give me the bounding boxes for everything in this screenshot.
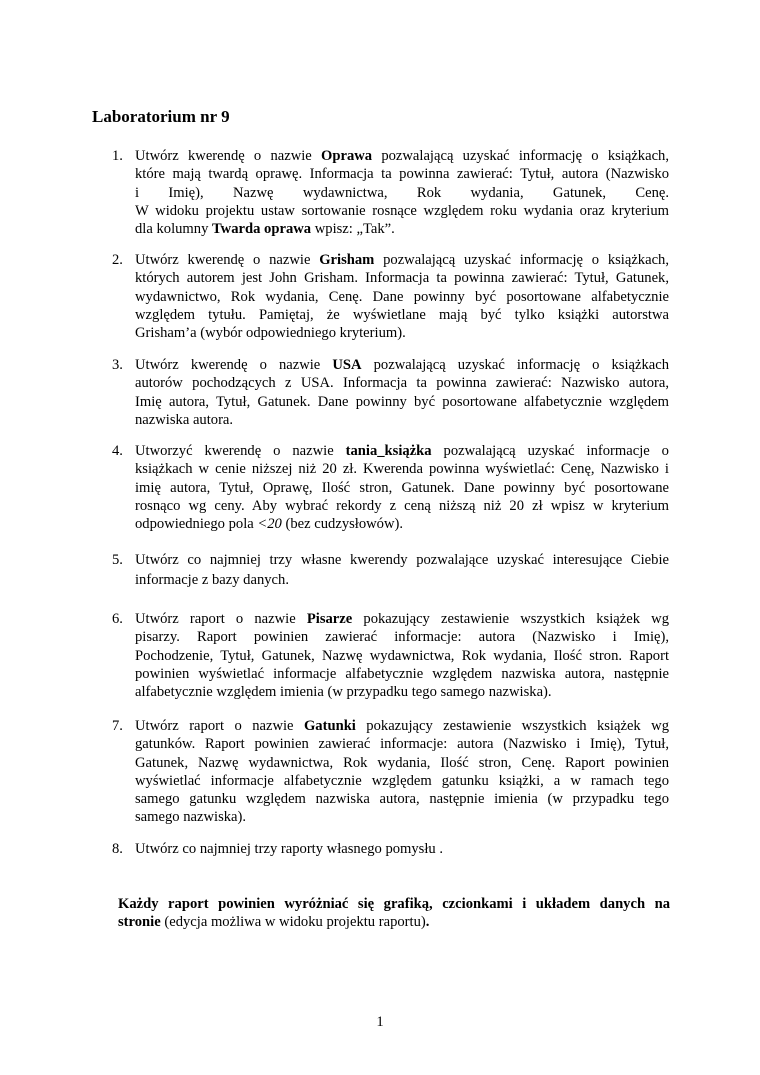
text-run: pozwalającą uzyskać informacje o [431,443,669,459]
text-run: Utwórz raport o nazwie [135,611,307,627]
item-text [135,610,669,701]
text-run: (edycja możliwa w widoku projektu raportu) [160,914,426,931]
text-run: Pisarze [306,611,353,627]
text-run: Pochodzenie, Tytuł, Gatunek, Nazwę wydawnictwa, Rok wydania, Ilość stron. Raport [135,647,669,664]
list-item [0,840,760,858]
item-number: 7. [112,718,123,734]
text-run: autorów pochodzących z USA. Informacja ta powinna zawierać: Nazwisko autora, [135,375,669,392]
text-line [135,202,669,220]
text-run: W widoku projektu ustaw sortowanie rosnące względem roku wydania oraz kryterium [135,202,669,219]
text-line [135,411,669,429]
text-run: Grisham’a (wybór odpowiedniego kryterium). [135,325,406,342]
text-line [135,628,669,646]
text-line [135,442,669,460]
text-line [135,665,669,683]
list-item [0,442,760,533]
text-line [135,460,669,478]
text-run: Każdy raport powinien wyróżniać się grafiką, czcionkami i układem danych na [118,896,670,912]
text-line [135,306,669,324]
text-run: pokazujący zestawienie wszystkich książek wg [355,718,669,734]
text-run: gatunków. Raport powinien zawierać informacje: autora (Nazwisko i Imię), Tytuł, [135,736,669,753]
item-text [135,717,669,827]
text-line [135,324,669,342]
text-line [135,251,669,269]
text-run: odpowiedniego pola [135,516,258,533]
text-line [118,913,670,931]
report-note [118,895,670,932]
text-run: pozwalającą uzyskać informację o książkach [361,357,670,373]
text-run: wpisz: „Tak”. [311,221,395,238]
text-line [135,735,669,753]
text-run: Utwórz co najmniej trzy własne kwerendy pozwalające uzyskać interesujące Ciebie [135,552,669,568]
text-line [135,356,669,374]
item-text [135,356,669,429]
item-number: 2. [112,252,123,268]
text-line [135,497,669,515]
text-line [135,147,669,165]
text-run: Oprawa [321,148,373,164]
text-run: Utwórz kwerendę o nazwie [135,148,322,164]
text-line [135,288,669,306]
text-line [135,165,669,183]
text-line [135,610,669,628]
text-line [135,647,669,665]
text-run: <20 [257,516,282,533]
text-line [135,808,669,826]
text-run: Utwórz kwerendę o nazwie [135,252,320,268]
text-run: pozwalającą uzyskać informację o książkach, [374,252,669,268]
text-run: tania_książka [345,443,432,459]
text-line [135,479,669,497]
list-item [0,356,760,429]
item-text [135,550,669,590]
text-run: które mają twardą oprawę. Informacja ta powinna zawierać: Tytuł, autora (Nazwisko [135,166,669,183]
text-line [135,393,669,411]
item-text [135,840,669,858]
text-run: Utwórz raport o nazwie [135,718,304,734]
text-run: pisarzy. Raport powinien zawierać informacje: autora (Nazwisko i Imię), [135,629,669,646]
text-line [135,374,669,392]
text-run: Grisham [319,252,375,268]
text-line [135,840,669,858]
item-number: 1. [112,148,123,164]
text-run: informacje z bazy danych. [135,572,289,588]
list-item [0,550,760,590]
text-run: książkach w cenie niższej niż 20 zł. Kwerenda powinna wyświetlać: Cenę, Nazwisko i [135,461,669,478]
item-text [135,442,669,533]
page-number: 1 [376,1014,384,1030]
list-item [0,251,760,342]
item-text [135,251,669,342]
list-item [0,147,760,238]
text-run: Utwórz co najmniej trzy raporty własnego pomysłu . [135,841,444,857]
text-line [135,772,669,790]
text-line [135,570,669,590]
text-run: wyświetlać informacje alfabetycznie względem gatunku książki, a w ramach tego [135,772,669,789]
text-run: nazwiska autora. [135,411,234,428]
text-run: . [425,914,430,931]
text-line [118,895,670,913]
text-run: stronie [118,914,161,931]
text-line [135,220,669,238]
text-line [135,790,669,808]
text-run: Imię autora, Tytuł, Gatunek. Dane powinny być posortowane alfabetycznie względem [135,393,669,410]
text-run: imię autora, Tytuł, Oprawę, Ilość stron, Gatunek. Dane powinny być posortowane [135,479,669,496]
text-run: Twarda oprawa [212,221,312,238]
list-item [0,610,760,701]
item-number: 3. [112,357,123,373]
text-run: których autorem jest John Grisham. Informacja ta powinna zawierać: Tytuł, Gatunek, [135,270,669,287]
list-item [0,717,760,827]
text-run: Utworzyć kwerendę o nazwie [135,443,346,459]
text-run: samego gatunku względem nazwiska autora, następnie imienia (w przypadku tego [135,791,669,808]
text-run: Gatunek, Nazwę wydawnictwa, Rok wydania, Ilość stron, Cenę. Raport powinien [135,754,669,771]
text-run: dla kolumny [135,221,213,238]
text-line [135,269,669,287]
page-title: Laboratorium nr 9 [92,107,230,126]
text-run: USA [332,357,362,373]
text-run: rosnąco wg ceny. Aby wybrać rekordy z ceną niższą niż 20 zł wpisz w kryterium [135,497,669,514]
text-run: i Imię), Nazwę wydawnictwa, Rok wydania, Gatunek, Cenę. [135,184,669,201]
text-run: pozwalającą uzyskać informację o książkach, [372,148,670,164]
item-number: 4. [112,443,123,459]
text-run: (bez cudzysłowów). [281,516,404,533]
text-run: względem tytułu. Pamiętaj, że wyświetlane mają być tylko książki autorstwa [135,306,669,323]
text-line [135,550,669,570]
item-number: 6. [112,611,123,627]
text-run: pokazujący zestawienie wszystkich książek wg [352,611,669,627]
text-line [135,683,669,701]
text-line [135,754,669,772]
text-line [135,717,669,735]
text-run: Gatunki [303,718,356,734]
item-text [135,147,669,238]
text-run: alfabetycznie względem imienia (w przypadku tego samego nazwiska). [135,684,552,701]
text-line [135,184,669,202]
text-run: powinien wyświetlać informacje alfabetycznie względem nazwiska autora, następnie [135,665,669,682]
text-line [135,515,669,533]
item-number: 5. [112,552,123,568]
text-run: samego nazwiska). [135,809,247,826]
text-run: Utwórz kwerendę o nazwie [135,357,333,373]
text-run: wydawnictwo, Rok wydania, Cenę. Dane powinny być posortowane alfabetycznie [135,288,669,305]
item-number: 8. [112,841,123,857]
